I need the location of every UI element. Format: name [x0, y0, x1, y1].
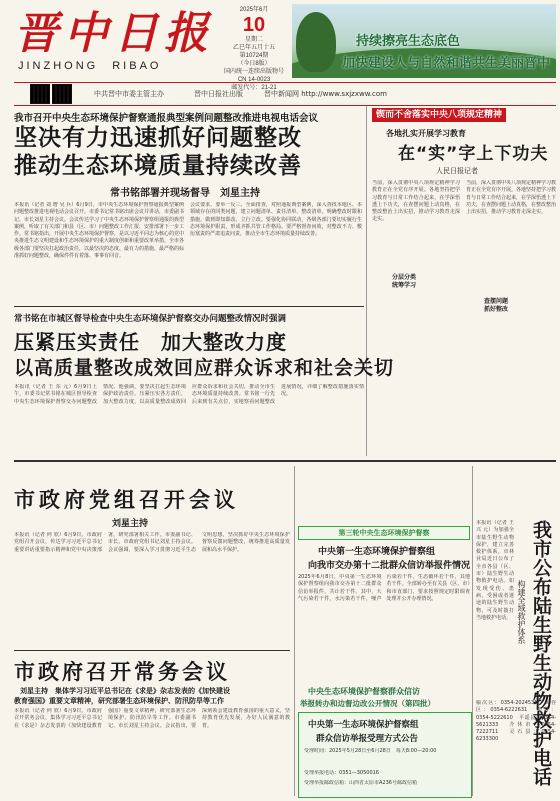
inspection-ad-title-2: 群众信访举报受理方式公告 [316, 734, 419, 744]
promo-banner [292, 4, 556, 78]
column-section-4: 抓好整改 [484, 306, 509, 313]
promo-tree [296, 12, 336, 72]
cn-label: 国内统一连续出版物号 [223, 69, 284, 75]
promo-line-2: 加快建设人与自然和谐共生美丽晋中 [342, 56, 551, 71]
wildlife-rescue-headline: 我市公布陆生野生动物救护电话 [530, 520, 552, 786]
today-pages: （今日8版） [237, 61, 271, 67]
inspection-ad-time: 受理时间：2025年5月28日至6月28日 每天8:00—20:00 [304, 748, 437, 754]
column-section-2: 统筹学习 [392, 282, 417, 289]
column-divider [294, 466, 295, 796]
wildlife-rescue-subtitle: 构建全域救护体系 [517, 580, 526, 644]
date-lunar: 乙巳年五月十五 [232, 45, 275, 51]
lead-kicker: 我市召开中央生态环境保护督察通报典型案例问题整改推进电视电话会议 [14, 113, 319, 124]
issue-number: 第10724期 [239, 53, 269, 59]
pinyin-2: RIBAO [112, 60, 162, 72]
pinyin-1: JINZHONG [18, 60, 99, 72]
second-headline-1: 压紧压实责任 加大整改力度 [14, 330, 287, 354]
column-divider [472, 466, 473, 796]
qr-code-icon[interactable] [52, 84, 72, 104]
lead-byline: 常书铭部署并现场督导 刘星主持 [110, 188, 260, 199]
date-line: 2025年6月 [239, 7, 269, 13]
column-body-2: 当前，深入贯彻中央八项规定精神学习教育正在全党有序开展。各地坚持把学习教育与日常工作结合起来，在学深悟透上下功夫，在查摆问题上动真格，在整改整治上出实招，推动学习教育走深走实。 [466, 180, 556, 216]
executive-subheading-1: 刘星主持 集体学习习近平总书记在《求是》杂志发表的《加快建设 [20, 687, 230, 695]
executive-headline: 市政府召开常务会议 [14, 660, 230, 684]
column-tag: 锲而不舍落实中央八项规定精神 [372, 108, 506, 122]
inspection-body: 2025年6月8日，中央第一生态环境保护督察组向我市交办第十二批群众信访举报件，共计若干件。其中，大气污染若干件，水污染若干件，噪声污染若干件，生态破坏若干件，其他若干件。全部转办至有关县（区、市）和市直部门，要求按照规定时限调查处理并公开办理情况。 [298, 574, 470, 602]
party-group-body: 本报讯（记者 何 欣）6月9日，市政府党组召开会议，传达学习习近平总书记重要讲话重要指示精神和党中央决策部署，研究部署相关工作。市委副书记、市长、市政府党组书记刘星主持会议。会议强调，要深入学习贯彻习近平生态文明思想，坚决抓好中央生态环境保护督察反馈问题整改，统筹推进高质量发展和高水平保护。 [14, 532, 290, 553]
column-section-3: 查摆问题 [484, 298, 509, 305]
lead-body-col-1: 本报讯（记者 刘 增 吴 兵）6月9日，市中央生态环境保护督察通报典型案例问题整改推进电视电话会议召开。市委书记常书铭出席会议并讲话，市委副书记、市长刘星主持会议。会议传达学习了中央生态环境保护督察组通报的典型案例，听取了有关部门和县（区、市）问题整改工作汇报，安排部署下一步工作。常书铭指出，开展中央生态环境保护督察，是以习近平同志为核心的党中央推进生态文明建设和生态环境保护的重大制度创新和重要改革举措。全市各级各部门要坚决扛起政治责任，以最坚决的态度、最有力的措施、最严格的标准抓好问题整改，确保件件有着落、事事有回音。 [14, 202, 184, 260]
website: 晋中新闻网 http://www.sxjzxww.com [264, 90, 387, 98]
cn-number: CN 14-0023 [237, 77, 271, 83]
organization: 晋中日报社出版 [194, 90, 243, 98]
lead-headline-2: 推动生态环境质量持续改善 [14, 153, 302, 179]
inspection-banner [298, 526, 470, 540]
divider [14, 306, 364, 307]
second-kicker: 常书铭在市城区督导检查中央生态环境保护督察交办问题整改情况时强调 [14, 314, 287, 324]
inspection-banner-text: 第三轮中央生态环境保护督察 [338, 529, 430, 537]
date-block [218, 6, 290, 92]
masthead-title: 晋中日报 [14, 8, 214, 59]
column-body-1: 当前，深入贯彻中央八项规定精神学习教育正在全党有序开展。各地坚持把学习教育与日常工作结合起来，在学深悟透上下功夫，在查摆问题上动真格，在整改整治上出实招，推动学习教育走深走实。 [372, 180, 460, 223]
inspection-notice-2: 举报转办和边督边改公开情况（第四批） [300, 699, 435, 708]
inspection-ad-title-1: 中央第一生态环境保护督察组 [308, 720, 419, 730]
inspection-ad-phone: 受理举报电话：0351—3050016 [304, 770, 379, 776]
publisher: 中共晋中市委主管主办 [94, 90, 164, 98]
lead-body-col-2: 会议要求，要举一反三、全面排查，对照通报典型案例，深入查找本地区、本领域存在的同类问题，建立问题清单、责任清单、整改清单，明确整改时限和措施，做到即知即改、立行立改。要强化协同联动，各级各部门要切实履行生态环境保护职责，形成齐抓共管工作格局。要严格督查问效，对整改不力、敷衍塞责的严肃追责问责，推动全市生态环境质量持续改善。 [190, 202, 362, 238]
masthead-subbar [14, 82, 556, 106]
date-day: 10 [242, 14, 266, 36]
inspection-headline-1: 中央第一生态环境保护督察组 [318, 547, 436, 557]
lead-headline-1: 坚决有力迅速抓好问题整改 [14, 125, 302, 151]
inspection-headline-2: 向我市交办第十二批群众信访举报件情况 [308, 561, 471, 571]
wildlife-rescue-phones: 榆次区：0354-2024531 太谷区：0354-6222631 祁县：0354-5222610 平遥县：0354-5621333 介休市：0354-7222711 灵石县：0354-6233300 [476, 700, 556, 743]
column-section-1: 分层分类 [392, 274, 417, 281]
column-subtitle: 各地扎实开展学习教育 [386, 129, 466, 138]
postal-code: 邮发代号：21-21 [231, 85, 277, 91]
wildlife-rescue-body: 本报讯（记者 王 兴 元）为加强全市陆生野生动物保护，建立完善救护体系，市林业局近日公布了全市各县（区、市）陆生野生动物救护电话。如发现受伤、患病、受困或者迷途的陆生野生动物，可及时拨打当地救护电话。 [476, 520, 514, 621]
inspection-notice-1: 中央生态环境保护督察群众信访 [308, 687, 420, 696]
qr-code-icon[interactable] [30, 84, 50, 104]
column-divider [366, 106, 367, 456]
masthead-pinyin [18, 60, 175, 72]
second-body: 本报讯（记者 王 东 元）6月9日上午，市委书记常书铭在城区督导检查中央生态环境保护督察交办问题整改情况。他强调，要坚决扛起生态环境保护政治责任，压紧压实各方责任，加大整改力度，以高质量整改成效回应群众诉求和社会关切，推动全市生态环境质量持续改善。常书铭一行先后来到有关点位，实地察看问题整改进展情况，详细了解整改措施落实情况。 [14, 384, 364, 405]
divider [14, 460, 556, 462]
promo-line-1: 持续擦亮生态底色 [356, 34, 461, 49]
executive-subheading-2: 教育强国》重要文章精神，研究部署生态环境保护、防汛防旱等工作 [14, 697, 224, 705]
divider [14, 650, 290, 651]
date-weekday: 星期二 [244, 37, 263, 43]
column-source: 人民日报记者 [436, 167, 478, 175]
column-headline: 在“实”字上下功夫 [398, 144, 549, 164]
party-group-byline: 刘星主持 [112, 519, 149, 529]
executive-body: 本报讯（记者 何 欣）6月9日，市政府召开常务会议，集体学习习近平总书记在《求是》杂志发表的《加快建设教育强国》重要文章精神，研究部署生态环境保护、防汛防旱等工作。市委副书记、市长刘星主持会议。会议指出，要深刻领会建设教育强国的重大意义，坚持教育优先发展，办好人民满意的教育。 [14, 708, 290, 729]
second-headline-2: 以高质量整改成效回应群众诉求和社会关切 [14, 357, 395, 379]
party-group-headline: 市政府党组召开会议 [14, 488, 239, 512]
inspection-ad-mailbox: 受理举报邮政信箱：山西省太原市A236号邮政信箱 [304, 780, 417, 786]
